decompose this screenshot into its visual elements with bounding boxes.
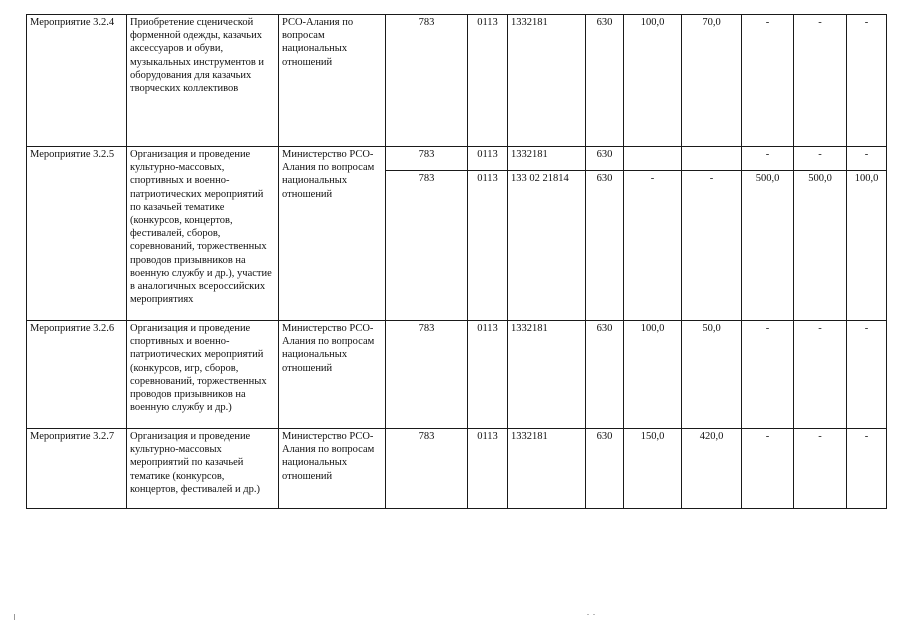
year5-cell: - [847, 429, 887, 509]
year2-cell: 420,0 [682, 429, 742, 509]
measure-executor: Министерство РСО-Алания по вопросам национальных отношений [279, 321, 386, 429]
year4-cell: - [794, 321, 847, 429]
year1-cell: 100,0 [624, 321, 682, 429]
year2-cell: - [682, 171, 742, 321]
scan-speck [593, 614, 595, 615]
scan-speck [587, 614, 589, 615]
year5-cell: - [847, 321, 887, 429]
grbs-cell: 783 [386, 321, 468, 429]
measure-executor: Министерство РСО-Алания по вопросам национальных отношений [279, 429, 386, 509]
year2-cell: 50,0 [682, 321, 742, 429]
year2-cell: 70,0 [682, 15, 742, 147]
year4-cell: - [794, 429, 847, 509]
year2-cell [682, 147, 742, 171]
csr-cell: 133 02 21814 [508, 171, 586, 321]
csr-cell: 1332181 [508, 321, 586, 429]
measure-executor: РСО-Алания по вопросам национальных отношений [279, 15, 386, 147]
year5-cell: 100,0 [847, 171, 887, 321]
year4-cell: - [794, 15, 847, 147]
measure-id: Мероприятие 3.2.5 [27, 147, 127, 321]
vr-cell: 630 [586, 429, 624, 509]
scan-speck [14, 614, 15, 620]
measure-description: Организация и проведение культурно-массовых, спортивных и военно-патриотических мероприятий по казачьей тематике (конкурсов, концертов, фестивалей, сборов, соревнований, торжественных проводов призывников на военную службу и др.), участие в аналогичных всероссийских мероприятиях [127, 147, 279, 321]
vr-cell: 630 [586, 171, 624, 321]
vr-cell: 630 [586, 321, 624, 429]
table-row [27, 321, 887, 429]
measure-executor: Министерство РСО-Алания по вопросам национальных отношений [279, 147, 386, 321]
year1-cell [624, 147, 682, 171]
csr-cell: 1332181 [508, 429, 586, 509]
measure-id: Мероприятие 3.2.6 [27, 321, 127, 429]
year4-cell: 500,0 [794, 171, 847, 321]
grbs-cell: 783 [386, 171, 468, 321]
vr-cell: 630 [586, 15, 624, 147]
grbs-cell: 783 [386, 15, 468, 147]
year1-cell: 100,0 [624, 15, 682, 147]
csr-cell: 1332181 [508, 147, 586, 171]
vr-cell: 630 [586, 147, 624, 171]
grbs-cell: 783 [386, 147, 468, 171]
measure-id: Мероприятие 3.2.4 [27, 15, 127, 147]
year5-cell: - [847, 15, 887, 147]
measure-description: Приобретение сценической форменной одежды, казачьих аксессуаров и обуви, музыкальных инструментов и оборудования для казачьих творческих коллективов [127, 15, 279, 147]
year1-cell: 150,0 [624, 429, 682, 509]
rzpr-cell: 0113 [468, 429, 508, 509]
table-row [27, 147, 887, 171]
table-row [27, 15, 887, 147]
year5-cell: - [847, 147, 887, 171]
grbs-cell: 783 [386, 429, 468, 509]
year1-cell: - [624, 171, 682, 321]
rzpr-cell: 0113 [468, 15, 508, 147]
year3-cell: - [742, 429, 794, 509]
year3-cell: 500,0 [742, 171, 794, 321]
year3-cell: - [742, 147, 794, 171]
rzpr-cell: 0113 [468, 171, 508, 321]
year4-cell: - [794, 147, 847, 171]
csr-cell: 1332181 [508, 15, 586, 147]
measure-id: Мероприятие 3.2.7 [27, 429, 127, 509]
budget-table [26, 14, 887, 509]
table-row [27, 429, 887, 509]
rzpr-cell: 0113 [468, 147, 508, 171]
rzpr-cell: 0113 [468, 321, 508, 429]
year3-cell: - [742, 321, 794, 429]
measure-description: Организация и проведение культурно-массовых мероприятий по казачьей тематике (конкурсов, концертов, фестивалей и др.) [127, 429, 279, 509]
measure-description: Организация и проведение спортивных и военно-патриотических мероприятий (конкурсов, игр, сборов, соревнований, торжественных проводов призывников на военную службу и др.) [127, 321, 279, 429]
year3-cell: - [742, 15, 794, 147]
